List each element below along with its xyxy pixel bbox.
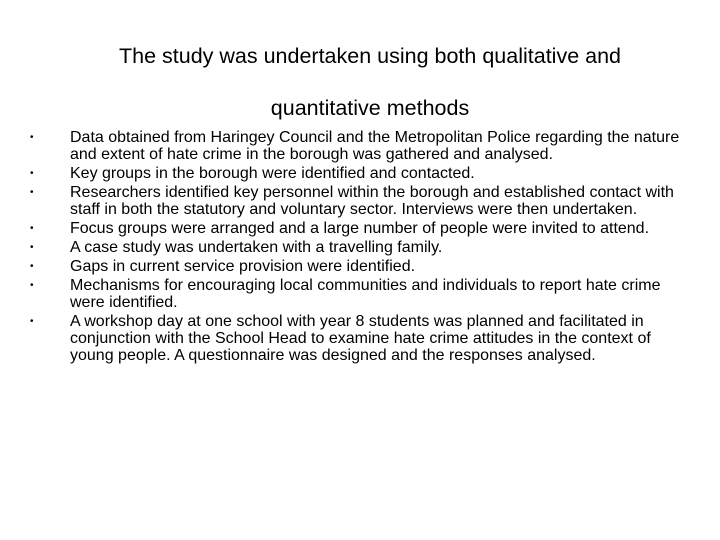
title-line-2: quantitative methods (270, 96, 470, 120)
bullet-text: Data obtained from Haringey Council and the Metropolitan Police regarding the nature and extent of hate crime in the borough was gathered and analysed. (70, 129, 680, 163)
bullet-text: Mechanisms for encouraging local communities and individuals to report hate crime were identified. (70, 277, 661, 311)
bullet-list (30, 129, 690, 366)
bullet-item-4 (30, 220, 690, 237)
bullet-dot-icon: • (30, 280, 34, 291)
bullet-text: Gaps in current service provision were identified. (70, 258, 416, 275)
title-line-1: The study was undertaken using both qualitative and (119, 44, 621, 68)
bullet-dot-icon: • (30, 187, 34, 198)
bullet-dot-icon: • (30, 316, 34, 327)
bullet-text: A case study was undertaken with a travelling family. (70, 239, 443, 256)
bullet-dot-icon: • (30, 242, 34, 253)
bullet-item-6 (30, 258, 690, 275)
bullet-dot-icon: • (30, 223, 34, 234)
bullet-dot-icon: • (30, 132, 34, 143)
bullet-dot-icon: • (30, 261, 34, 272)
bullet-item-8 (30, 313, 690, 364)
bullet-item-7 (30, 277, 690, 311)
bullet-text: Researchers identified key personnel within the borough and established contact with staff in both the statutory and voluntary sector. Interviews were then undertaken. (70, 184, 674, 218)
slide-title (40, 30, 700, 134)
bullet-item-3 (30, 184, 690, 218)
bullet-item-1 (30, 129, 690, 163)
bullet-item-2 (30, 165, 690, 182)
bullet-text: Key groups in the borough were identified and contacted. (70, 165, 475, 182)
bullet-dot-icon: • (30, 168, 34, 179)
bullet-text: A workshop day at one school with year 8 students was planned and facilitated in conjunction with the School Head to examine hate crime attitudes in the context of young people. A questionnaire was designed and the responses analysed. (70, 313, 651, 364)
bullet-text: Focus groups were arranged and a large number of people were invited to attend. (70, 220, 650, 237)
bullet-item-5 (30, 239, 690, 256)
